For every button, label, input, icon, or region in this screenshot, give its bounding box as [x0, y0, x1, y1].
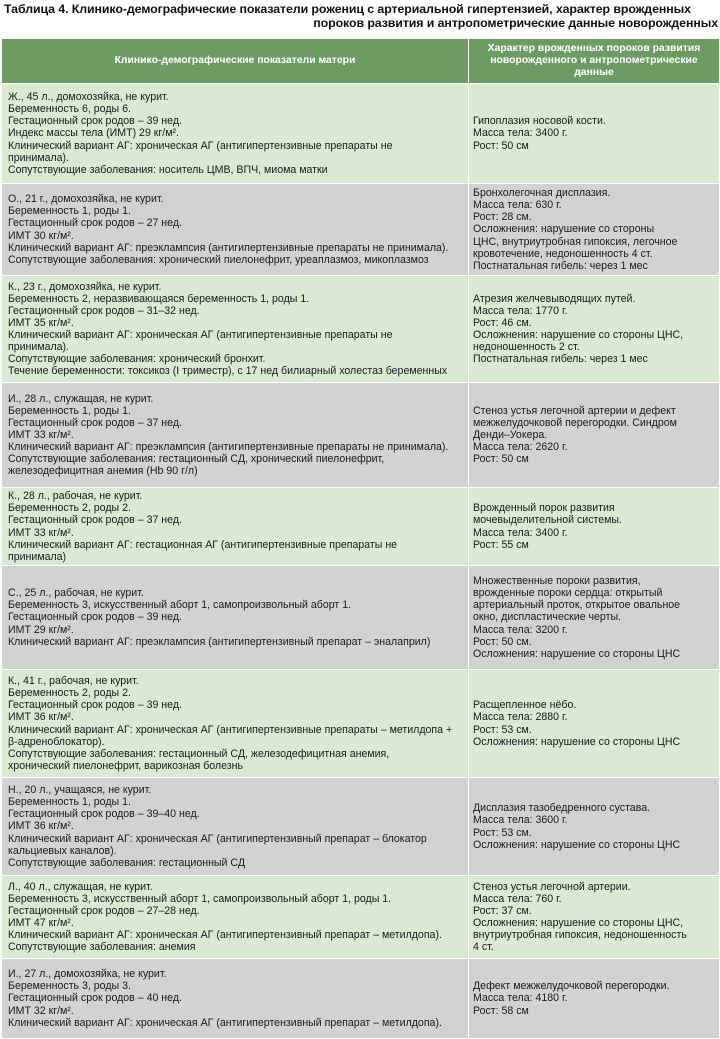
newborn-line: Масса тела: 4180 г. — [473, 992, 568, 1005]
newborn-line: Масса тела: 2880 г. — [473, 711, 568, 724]
mother-cell — [2, 184, 469, 276]
mother-line: Беременность 2, роды 2. — [8, 687, 131, 700]
newborn-line: Постнатальная гибель: через 1 мес — [473, 259, 648, 272]
header-newborn-line-2: новорожденного и антропометрические — [490, 55, 698, 66]
newborn-cell — [469, 778, 720, 876]
mother-line: Беременность 2, роды 2. — [8, 502, 131, 515]
newborn-line: Масса тела: 3200 г. — [473, 623, 568, 636]
newborn-line: Рост: 55 см — [473, 538, 529, 551]
mother-line: ИМТ 33 кг/м². — [8, 526, 74, 539]
mother-line: Гестационный срок родов – 37 нед. — [8, 514, 182, 527]
mother-line: β-адреноблокатор). — [8, 735, 105, 748]
mother-cell — [2, 670, 469, 778]
newborn-line: Расщепленное нёбо. — [473, 699, 577, 712]
mother-cell — [2, 84, 469, 184]
mother-line: Ж., 45 л., домохозяйка, не курит. — [8, 91, 169, 104]
mother-line: Гестационный срок родов – 40 нед. — [8, 992, 182, 1005]
mother-line: Сопутствующие заболевания: носитель ЦМВ, ВПЧ, миома матки — [8, 163, 328, 176]
mother-line: ИМТ 36 кг/м². — [8, 820, 74, 833]
newborn-cell — [469, 383, 720, 488]
newborn-line: Масса тела: 760 г. — [473, 892, 562, 905]
newborn-line: Дефект межжелудочковой перегородки. — [473, 980, 670, 993]
newborn-cell — [469, 488, 720, 566]
newborn-line: Осложнения: нарушение со стороны ЦНС — [473, 735, 681, 748]
mother-line: Сопутствующие заболевания: гестационный СД, железодефицитная анемия, — [8, 747, 390, 760]
table-row — [2, 778, 720, 876]
newborn-line: Масса тела: 1770 г. — [473, 304, 568, 317]
mother-line: Клинический вариант АГ: хроническая АГ (антигипертензивные препараты не — [8, 139, 393, 152]
newborn-line: Осложнения: нарушение со стороны ЦНС, — [473, 917, 684, 929]
mother-cell — [2, 488, 469, 566]
newborn-line: Рост: 50 см — [473, 139, 529, 152]
newborn-line: Атрезия желчевыводящих путей. — [473, 292, 636, 305]
newborn-line: Масса тела: 630 г. — [473, 199, 562, 212]
mother-line: К., 23 г., домохозяйка, не курит. — [8, 280, 162, 293]
newborn-line: Осложнения: нарушение со стороны ЦНС — [473, 838, 681, 851]
newborn-cell — [469, 276, 720, 383]
newborn-line: Стеноз устья легочной артерии и дефект — [473, 404, 676, 417]
table-row — [2, 84, 720, 184]
mother-cell — [2, 959, 469, 1039]
mother-line: И., 28 л., служащая, не курит. — [8, 392, 154, 405]
newborn-line: Гипоплазия носовой кости. — [473, 115, 606, 128]
mother-line: Гестационный срок родов – 27 нед. — [8, 217, 182, 230]
newborn-line: Рост: 53 см. — [473, 723, 532, 736]
mother-line: О., 21 г., домохозяйка, не курит. — [8, 193, 164, 206]
mother-line: Беременность 1, роды 1. — [8, 796, 131, 809]
mother-line: Клинический вариант АГ: хроническая АГ (антигипертензивный препарат – метилдопа). — [8, 1016, 442, 1029]
mother-line: И., 27 л., домохозяйка, не курит. — [8, 968, 167, 981]
mother-line: Течение беременности: токсикоз (I триместр), с 17 нед билиарный холестаз беременных — [8, 365, 448, 378]
newborn-line: Постнатальная гибель: через 1 мес — [473, 353, 648, 366]
mother-line: Гестационный срок родов – 37 нед. — [8, 416, 182, 429]
newborn-line: ЦНС, внутриутробная гипоксия, легочное — [473, 235, 678, 248]
mother-line: Клинический вариант АГ: хроническая АГ (антигипертензивный препарат – блокатор — [8, 832, 427, 845]
newborn-line: Стеноз устья легочной артерии. — [473, 880, 631, 893]
newborn-line: внутриутробная гипоксия, недоношенность — [473, 929, 687, 942]
mother-cell — [2, 383, 469, 488]
mother-line: ИМТ 32 кг/м². — [8, 1004, 74, 1017]
caption-line-2: пороков развития и антропометрические данные новорожденных — [313, 16, 718, 30]
mother-line: Сопутствующие заболевания: хронический пиелонефрит, уреаплазмоз, микоплазмоз — [8, 253, 429, 266]
mother-line: Гестационный срок родов – 27–28 нед. — [8, 904, 200, 917]
mother-line: ИМТ 33 кг/м². — [8, 428, 74, 441]
newborn-line: Рост: 50 см — [473, 453, 529, 466]
mother-line: Клинический вариант АГ: гестационная АГ (антигипертензивные препараты не — [8, 538, 398, 551]
mother-line: Беременность 2, неразвивающаяся беременность 1, роды 1. — [8, 292, 310, 305]
newborn-line: кровотечение, недоношенность 4 ст. — [473, 247, 653, 260]
newborn-cell — [469, 959, 720, 1039]
newborn-line: Дисплазия тазобедренного сустава. — [473, 802, 651, 815]
newborn-line: Рост: 37 см. — [473, 904, 532, 917]
newborn-line: Масса тела: 3400 г. — [473, 127, 568, 140]
newborn-line: врожденные пороки сердца: открытый — [473, 587, 663, 600]
mother-cell — [2, 566, 469, 670]
mother-line: хронический пиелонефрит, варикозная болезнь — [8, 759, 243, 772]
mother-line: железодефицитная анемия (Hb 90 г/л) — [8, 465, 198, 478]
mother-line: Сопутствующие заболевания: гестационный СД — [8, 856, 245, 869]
mother-line: принимала). — [8, 341, 70, 354]
mother-line: принимала) — [8, 550, 67, 563]
clinical-table — [1, 38, 720, 1039]
mother-line: Клинический вариант АГ: преэклампсия (антигипертензивные препараты не принимала). — [8, 241, 449, 254]
table-row — [2, 276, 720, 383]
mother-line: Беременность 3, искусственный аборт 1, самопроизвольный аборт 1, роды 1. — [8, 892, 392, 905]
newborn-line: 4 ст. — [473, 941, 494, 954]
newborn-line: Рост: 50 см. — [473, 635, 532, 648]
mother-line: Н., 20 л., учащаяся, не курит. — [8, 784, 152, 797]
header-newborn — [469, 39, 720, 84]
mother-line: Беременность 6, роды 6. — [8, 103, 131, 116]
mother-line: Беременность 3, искусственный аборт 1, самопроизвольный аборт 1. — [8, 599, 352, 612]
table-body — [2, 84, 720, 1039]
mother-line: Клинический вариант АГ: преэклампсия (антигипертензивные препараты не принимала). — [8, 441, 449, 454]
mother-line: ИМТ 36 кг/м². — [8, 711, 74, 724]
newborn-cell — [469, 184, 720, 276]
table-row — [2, 383, 720, 488]
newborn-line: Масса тела: 3600 г. — [473, 814, 568, 827]
newborn-line: Осложнения: нарушение со стороны ЦНС, — [473, 329, 684, 341]
mother-cell — [2, 276, 469, 383]
caption-line-1: Таблица 4. Клинико-демографические показатели рожениц с артериальной гипертензией, характер врожденных — [4, 2, 691, 16]
newborn-line: Масса тела: 2620 г. — [473, 441, 568, 454]
mother-line: Беременность 1, роды 1. — [8, 404, 131, 417]
table-row — [2, 670, 720, 778]
newborn-line: Бронхолегочная дисплазия. — [473, 187, 611, 200]
newborn-cell — [469, 876, 720, 959]
newborn-line: Врожденный порок развития — [473, 502, 615, 515]
mother-line: Сопутствующие заболевания: гестационный СД, хронический пиелонефрит, — [8, 453, 385, 466]
mother-line: Клинический вариант АГ: преэклампсия (антигипертензивный препарат – эналаприл) — [8, 635, 431, 648]
table-row — [2, 566, 720, 670]
newborn-cell — [469, 670, 720, 778]
mother-line: Гестационный срок родов – 39 нед. — [8, 611, 182, 624]
newborn-line: Осложнения: нарушение со стороны — [473, 223, 655, 236]
mother-line: принимала). — [8, 151, 70, 164]
header-mother: Клинико-демографические показатели матери — [2, 39, 469, 84]
table-row — [2, 959, 720, 1039]
newborn-line: Рост: 53 см. — [473, 826, 532, 839]
mother-line: Гестационный срок родов – 39 нед. — [8, 699, 182, 712]
mother-line: ИМТ 29 кг/м². — [8, 623, 74, 636]
newborn-line: артериальный проток, открытое овальное — [473, 599, 681, 612]
newborn-line: Рост: 46 см. — [473, 316, 532, 329]
mother-line: ИМТ 30 кг/м². — [8, 229, 74, 242]
newborn-line: Осложнения: нарушение со стороны ЦНС — [473, 647, 681, 660]
newborn-line: Рост: 28 см. — [473, 211, 532, 224]
table-caption — [4, 2, 718, 30]
mother-line: Гестационный срок родов – 39 нед. — [8, 115, 182, 128]
newborn-cell — [469, 84, 720, 184]
mother-line: Клинический вариант АГ: хроническая АГ (антигипертензивные препараты – метилдопа + — [8, 723, 453, 736]
mother-line: С., 25 л., рабочая, не курит. — [8, 587, 144, 600]
newborn-cell — [469, 566, 720, 670]
mother-line: Сопутствующие заболевания: хронический бронхит. — [8, 353, 266, 366]
mother-line: К., 41 г., рабочая, не курит. — [8, 675, 139, 688]
mother-line: ИМТ 35 кг/м². — [8, 316, 74, 329]
table-row — [2, 488, 720, 566]
mother-line: Беременность 3, роды 3. — [8, 980, 131, 993]
header-newborn-line-3: данные — [574, 67, 614, 78]
table-row — [2, 184, 720, 276]
table-row — [2, 876, 720, 959]
newborn-line: мочевыделительной системы. — [473, 514, 622, 527]
mother-line: Клинический вариант АГ: хроническая АГ (антигипертензивные препараты не — [8, 329, 393, 341]
newborn-line: окно, диспластические черты. — [473, 611, 622, 624]
mother-line: Л., 40 л., служащая, не курит. — [8, 880, 153, 893]
mother-line: Гестационный срок родов – 31–32 нед. — [8, 304, 200, 317]
mother-line: Гестационный срок родов – 39–40 нед. — [8, 808, 200, 821]
newborn-line: недоношенность 2 ст. — [473, 341, 580, 354]
mother-line: Сопутствующие заболевания: анемия — [8, 941, 196, 954]
mother-line: Беременность 1, роды 1. — [8, 205, 131, 218]
mother-line: Индекс массы тела (ИМТ) 29 кг/м². — [8, 127, 179, 140]
mother-line: кальциевых каналов). — [8, 844, 117, 857]
newborn-line: Масса тела: 3400 г. — [473, 526, 568, 539]
mother-line: К., 28 л., рабочая, не курит. — [8, 490, 143, 503]
newborn-line: Множественные пороки развития, — [473, 575, 641, 588]
newborn-line: Рост: 58 см — [473, 1004, 529, 1017]
newborn-line: межжелудочковой перегородки. Синдром — [473, 416, 677, 429]
mother-line: ИМТ 47 кг/м². — [8, 917, 74, 929]
header-newborn-line-1: Характер врожденных пороков развития — [487, 43, 701, 54]
mother-line: Клинический вариант АГ: хроническая АГ (антигипертензивный препарат – метилдопа). — [8, 929, 442, 942]
mother-cell — [2, 778, 469, 876]
newborn-line: Денди–Уокера. — [473, 428, 548, 441]
mother-cell — [2, 876, 469, 959]
